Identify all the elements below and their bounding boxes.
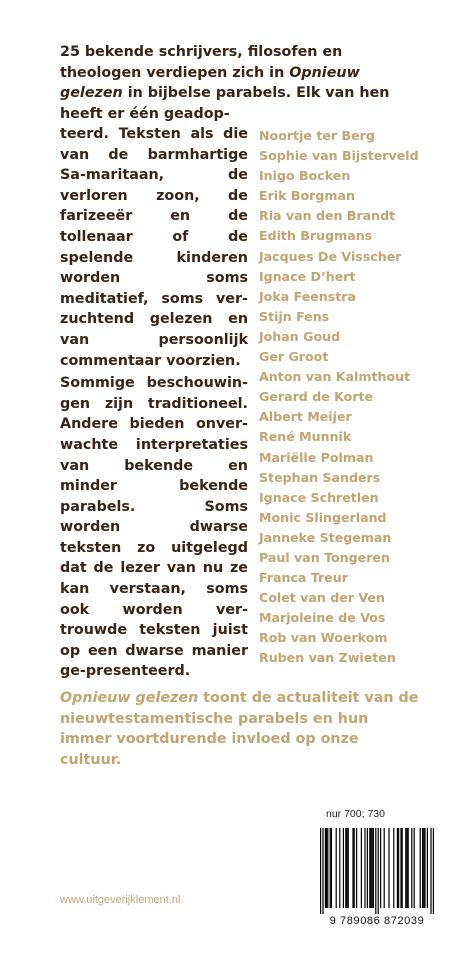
barcode-bar [422, 828, 423, 908]
barcode-bar [326, 828, 327, 908]
author-name: Janneke Stegeman [259, 529, 392, 545]
author-name: Ruben van Zwieten [259, 650, 396, 666]
closing-text: toont de actualiteit van de nieuwtestamentische parabels en hun immer voortdurende invloed op onze cultuur. [60, 690, 419, 768]
barcode-bar [331, 828, 332, 908]
description-paragraph-2: Sommige beschouwin-gen zijn traditioneel. Andere bieden onver-wachte interpretaties van bekende en minder bekende parabels. Soms worden dwarse teksten zo uitgelegd dat de lezer van nu ze kan verstaan, soms ook worden ver-trouwde teksten juist op een dwarse manier ge-presenteerd. [60, 375, 248, 680]
author-name: Rob van Woerkom [259, 630, 388, 646]
barcode-bar [405, 828, 406, 908]
barcode-bar [330, 828, 331, 908]
author-name: Mariëlle Polman [259, 449, 374, 465]
author-name: Ria van den Brandt [259, 208, 396, 224]
barcode-bar [373, 828, 374, 908]
barcode-bar [361, 828, 362, 908]
description-paragraph-1: teerd. Teksten als die van de barmhartige Sa-maritaan, de verloren zoon, de farizeeër en de tollenaar of de spelende kinderen worden soms meditatief, soms ver-zuchtend gelezen en van persoonlijk commentaar voorzien. [60, 126, 248, 369]
barcode-bar [397, 828, 398, 908]
barcode-bar [336, 828, 337, 908]
author-name: Joka Feenstra [259, 288, 356, 304]
barcode-bar [402, 828, 403, 908]
barcode-bars [309, 824, 445, 916]
barcode-bar [423, 828, 424, 908]
author-name: Paul van Tongeren [259, 549, 390, 565]
barcode-bar [354, 828, 355, 908]
barcode-bar [345, 828, 346, 908]
publisher-website[interactable]: www.uitgeverijklement.nl [60, 894, 181, 906]
author-name: Edith Brugmans [259, 228, 373, 244]
author-name: Sophie van Bijsterveld [259, 148, 419, 164]
intro-paragraph [60, 42, 406, 124]
barcode-bar [370, 828, 371, 908]
barcode-bar [327, 828, 328, 908]
barcode-bar [364, 828, 365, 908]
barcode-bar [411, 828, 412, 908]
closing-paragraph [60, 688, 420, 770]
description-column [60, 124, 248, 682]
author-name: Ger Groot [259, 349, 329, 365]
barcode-bar [388, 828, 389, 908]
barcode-bar [424, 828, 425, 908]
barcode-bar [398, 828, 399, 908]
author-name: Monic Slingerland [259, 509, 387, 525]
authors-list [259, 126, 449, 669]
barcode-bar [356, 828, 357, 908]
barcode-bar [348, 828, 349, 908]
intro-text-start: 25 bekende schrijvers, filosofen en theologen verdiepen zich in [60, 44, 343, 81]
barcode-bar [393, 828, 394, 908]
barcode-bar [375, 828, 376, 914]
barcode-bar [352, 828, 353, 908]
barcode-bar [430, 828, 431, 914]
author-name: Stijn Fens [259, 308, 330, 324]
isbn-barcode [309, 824, 445, 932]
author-name: Colet van der Ven [259, 590, 385, 606]
nur-code: nur 700; 730 [326, 808, 385, 820]
barcode-bar [384, 828, 385, 908]
isbn-number: 9 789086 872039 [329, 915, 425, 927]
author-name: Jacques De Visscher [259, 248, 402, 264]
barcode-bar [427, 828, 428, 908]
barcode-bar [406, 828, 407, 908]
barcode-bar [420, 828, 421, 908]
author-name: Marjoleine de Vos [259, 610, 386, 626]
author-name: Inigo Bocken [259, 168, 351, 184]
author-name: Johan Goud [259, 328, 341, 344]
barcode-bar [378, 828, 379, 914]
barcode-bar [414, 828, 415, 908]
author-name: Gerard de Korte [259, 389, 374, 405]
barcode-bar [346, 828, 347, 908]
barcode-bar [367, 828, 368, 908]
barcode-bar [343, 828, 344, 908]
author-name: Franca Treur [259, 570, 348, 586]
author-name: Anton van Kalmthout [259, 369, 411, 385]
barcode-bar [325, 828, 326, 908]
author-name: René Munnik [259, 429, 352, 445]
author-name: Ignace Schretlen [259, 489, 379, 505]
author-name: Ignace D’hert [259, 268, 356, 284]
closing-book-title: Opnieuw gelezen [60, 690, 199, 706]
barcode-bar [400, 828, 401, 908]
barcode-bar [380, 828, 381, 908]
barcode-bar [369, 828, 370, 908]
author-name: Noortje ter Berg [259, 128, 375, 143]
barcode-bar [322, 828, 323, 914]
barcode-bar [372, 828, 373, 908]
author-name: Erik Borgman [259, 188, 355, 204]
barcode-bar [433, 828, 434, 914]
author-name: Stephan Sanders [259, 469, 381, 485]
book-title-italic: Opnieuw gelezen [60, 64, 360, 102]
barcode-bar [320, 828, 321, 914]
intro-text-end: in bijbelse parabels. Elk van hen heeft er één geadop- [60, 85, 390, 122]
barcode-bar [408, 828, 409, 908]
barcode-bar [339, 828, 340, 908]
author-name: Albert Meijer [259, 409, 352, 425]
